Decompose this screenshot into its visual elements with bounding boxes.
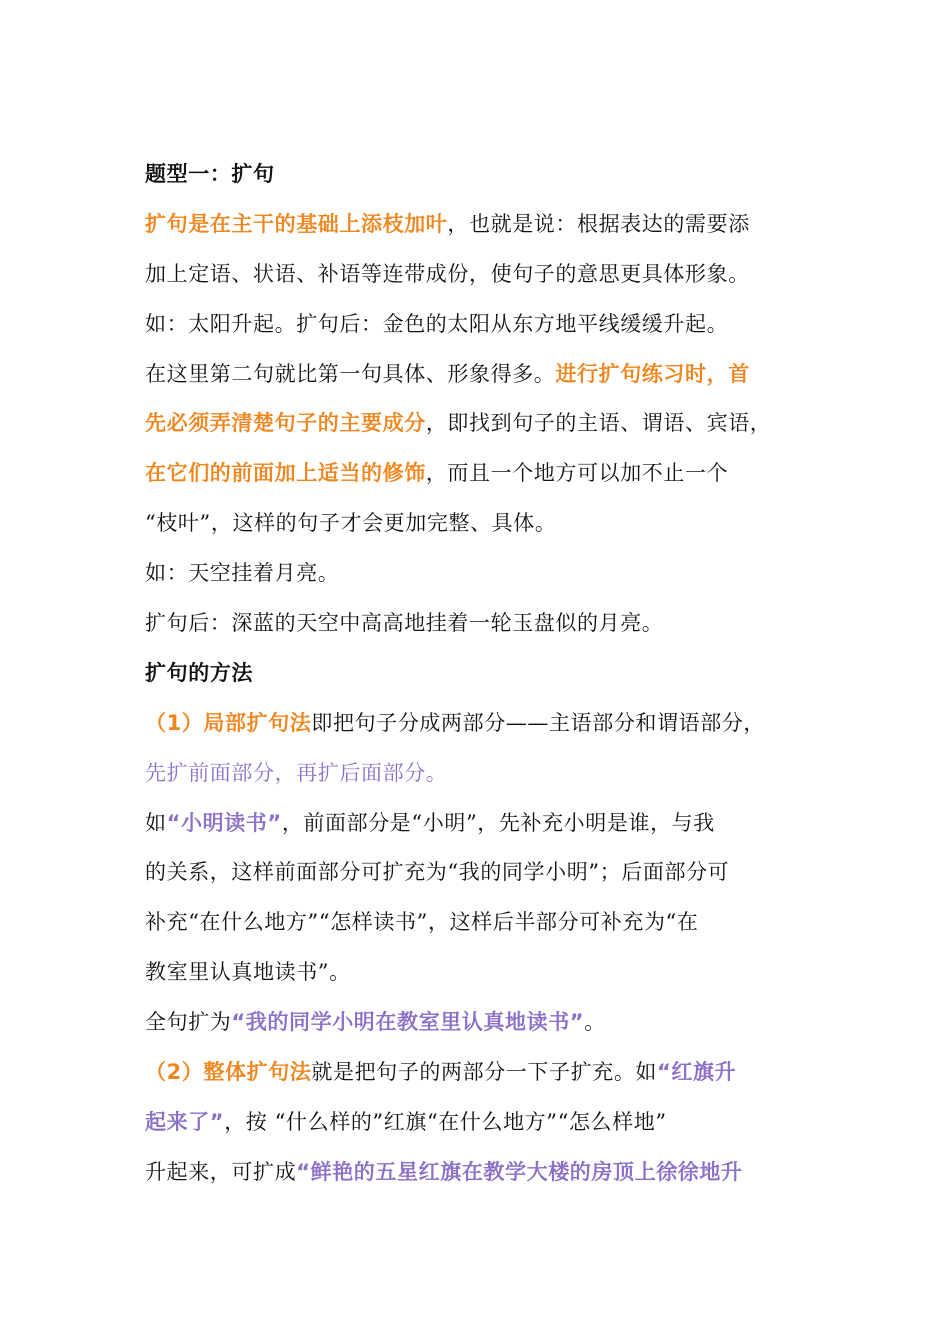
paragraph-2-line-2: [145, 399, 825, 449]
paragraph-1-line-1: [145, 200, 825, 250]
emphasis-text: 进行扩句练习时，首: [555, 361, 750, 386]
paragraph-2-line-4: “枝叶”，这样的句子才会更加完整、具体。: [145, 511, 557, 536]
example-sentence: “鲜艳的五星红旗在教学大楼的房顶上徐徐地升: [296, 1159, 743, 1184]
method-2-line-1: [145, 1048, 825, 1098]
method-2-line-3: [145, 1148, 825, 1198]
emphasis-text: 先必须弄清楚句子的主要成分: [145, 411, 426, 436]
paragraph-2-line-1: [145, 350, 825, 400]
body-text: ，按 “什么样的”红旗“在什么地方”“怎么样地”: [224, 1109, 667, 1134]
body-text: 全句扩为: [145, 1010, 232, 1035]
document-body: [145, 150, 825, 1198]
example-sentence: 起来了”: [145, 1109, 225, 1134]
method-2-line-2: [145, 1098, 825, 1148]
method-1-line-1: [145, 699, 825, 749]
example-sentence: “我的同学小明在教室里认真地读书”: [231, 1010, 585, 1035]
body-text: 。: [584, 1010, 606, 1035]
body-text: 即把句子分成两部分——主语部分和谓语部分，: [311, 710, 766, 735]
body-text: 如: [145, 810, 167, 835]
example-2-expanded: 扩句后：深蓝的天空中高高地挂着一轮玉盘似的月亮。: [145, 611, 664, 636]
body-text: ，前面部分是“小明”，先补充小明是谁，与我: [281, 810, 715, 835]
body-text: 在这里第二句就比第一句具体、形象得多。: [145, 361, 556, 386]
method-1-line-6: 教室里认真地读书”。: [145, 960, 351, 985]
method-label: （2）整体扩句法: [145, 1060, 312, 1085]
body-text: ，即找到句子的主语、谓语、宾语，: [425, 411, 772, 436]
body-text: 就是把句子的两部分一下子扩充。如: [311, 1060, 658, 1085]
body-text: ，而且一个地方可以加不止一个: [425, 461, 729, 486]
paragraph-2-line-3: [145, 449, 825, 499]
body-text: 升起来，可扩成: [145, 1159, 297, 1184]
emphasis-text: 在它们的前面加上适当的修饰: [145, 461, 426, 486]
example-2: 如：天空挂着月亮。: [145, 561, 340, 586]
paragraph-1-line-2: 加上定语、状语、补语等连带成份，使句子的意思更具体形象。: [145, 261, 750, 286]
body-text: ，也就是说：根据表达的需要添: [447, 211, 750, 236]
method-1-line-5: 补充“在什么地方”“怎样读书”，这样后半部分可补充为“在: [145, 910, 699, 935]
example-1: 如：太阳升起。扩句后：金色的太阳从东方地平线缓缓升起。: [145, 311, 729, 336]
method-1-line-3: [145, 799, 825, 849]
example-sentence: “小明读书”: [166, 810, 282, 835]
method-label: （1）局部扩句法: [145, 710, 312, 735]
emphasis-text: 扩句是在主干的基础上添枝加叶: [145, 211, 448, 236]
example-sentence: “红旗升: [657, 1060, 737, 1085]
section-heading: 题型一：扩句: [145, 162, 275, 186]
methods-heading: 扩句的方法: [145, 660, 253, 685]
method-1-line-2: 先扩前面部分，再扩后面部分。: [145, 760, 448, 785]
method-1-line-7: [145, 998, 825, 1048]
method-1-line-4: 的关系，这样前面部分可扩充为“我的同学小明”；后面部分可: [145, 860, 730, 885]
